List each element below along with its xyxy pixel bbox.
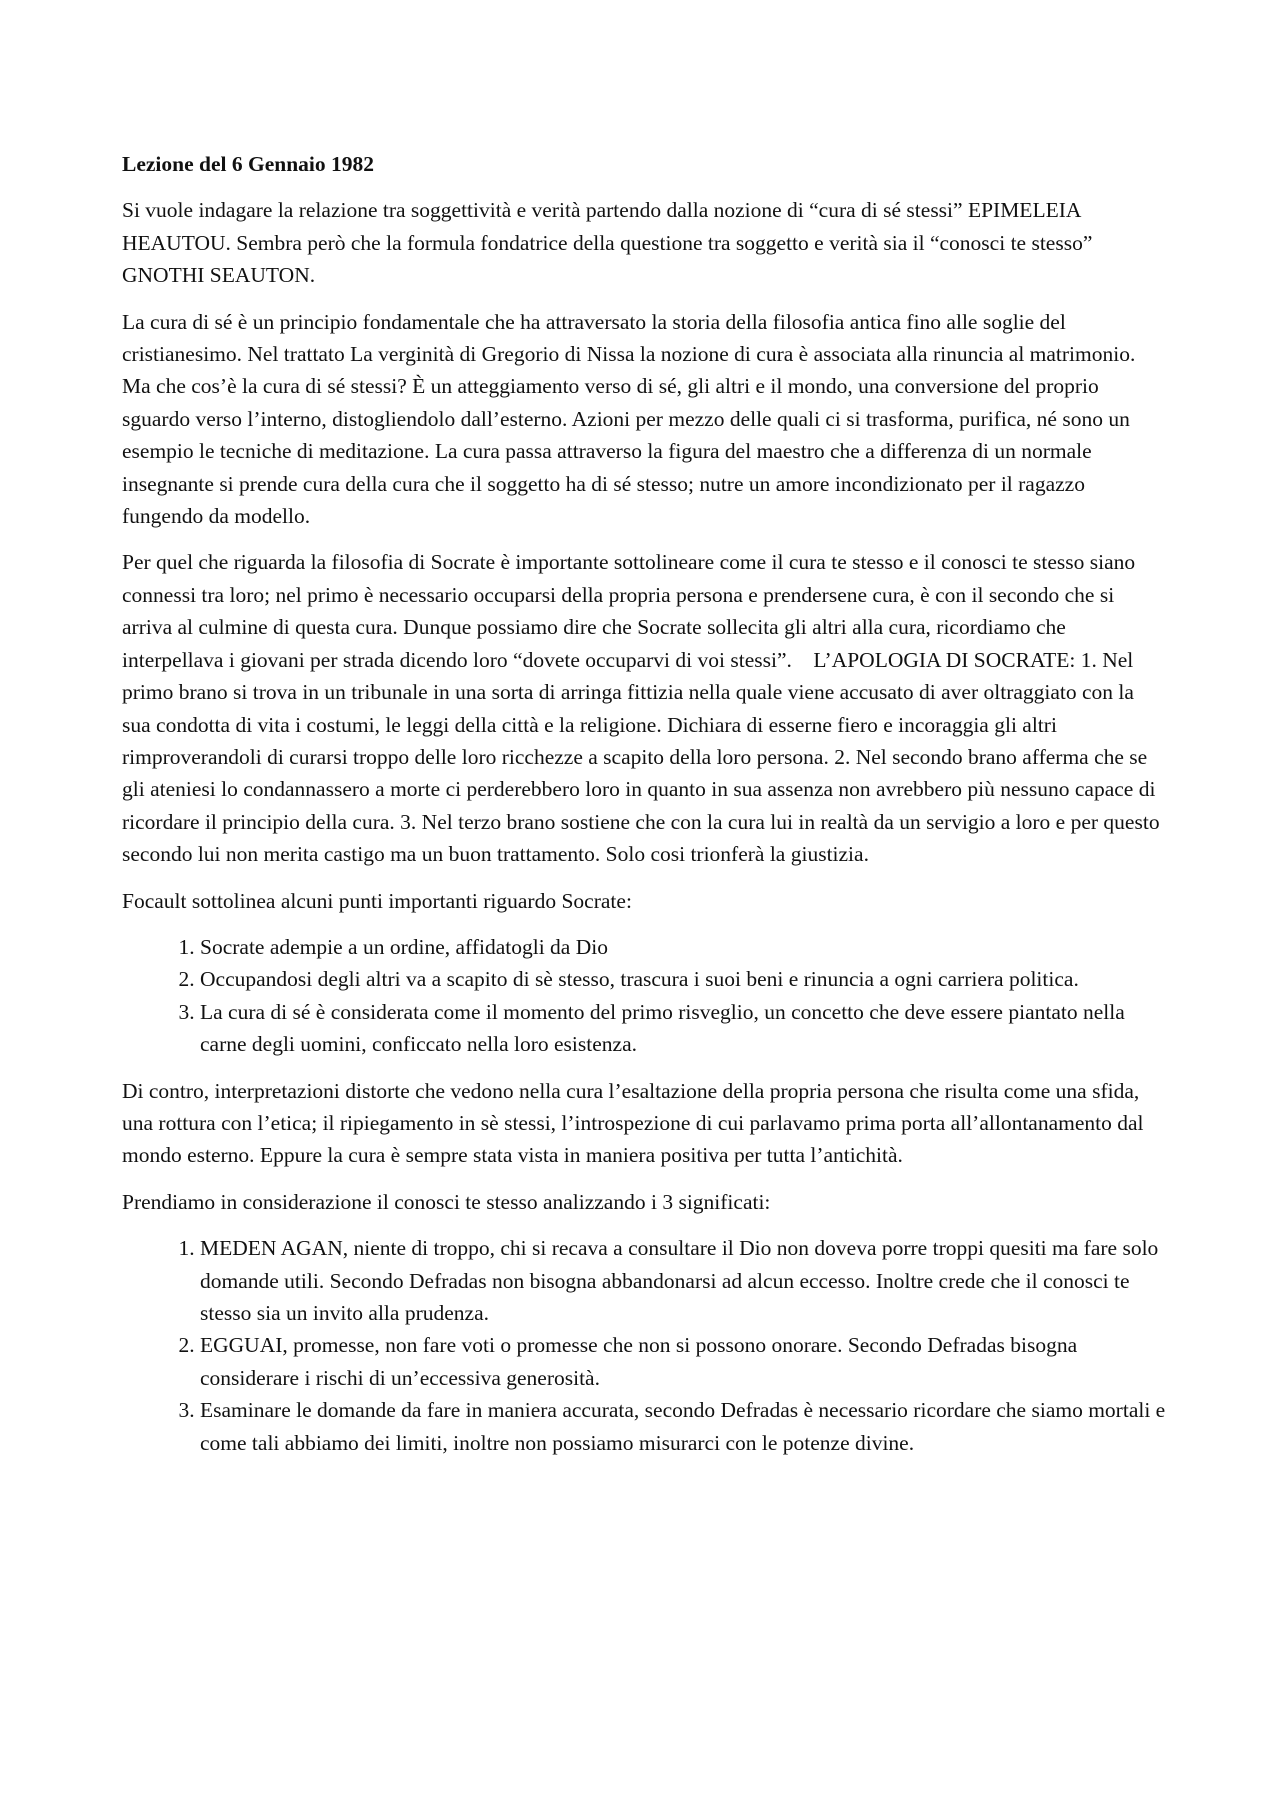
- paragraph-di-contro: Di contro, interpretazioni distorte che vedono nella cura l’esaltazione della propria persona che risulta come una sfida, una rottura con l’etica; il ripiegamento in sè stessi, l’introspezione di cui parlavamo prima porta all’allontanamento dal mondo esterno. Eppure la cura è sempre stata vista in maniera positiva per tutta l’antichità.: [122, 1078, 1144, 1168]
- list-item: 1. MEDEN AGAN, niente di troppo, chi si recava a consultare il Dio non doveva porre troppi quesiti ma fare solo domande utili. Secondo Defradas non bisogna abbandonarsi ad alcun eccesso. Inoltre crede che il conosci te stesso sia un invito alla prudenza.: [200, 1232, 1167, 1329]
- list-significati: [122, 1232, 1167, 1459]
- paragraph-prendiamo: Prendiamo in considerazione il conosci te stesso analizzando i 3 significati:: [122, 1189, 771, 1214]
- document-title: Lezione del 6 Gennaio 1982: [122, 152, 375, 176]
- document-page: [122, 148, 1167, 1473]
- list-item: 2. Occupandosi degli altri va a scapito di sè stesso, trascura i suoi beni e rinuncia a ogni carriera politica.: [200, 963, 1167, 995]
- list-item: 1. Socrate adempie a un ordine, affidatogli da Dio: [200, 931, 1167, 963]
- list-item: 2. EGGUAI, promesse, non fare voti o promesse che non si possono onorare. Secondo Defradas bisogna considerare i rischi di un’eccessiva generosità.: [200, 1329, 1167, 1394]
- paragraph-socrate: Per quel che riguarda la filosofia di Socrate è importante sottolineare come il cura te stesso e il conosci te stesso siano connessi tra loro; nel primo è necessario occuparsi della propria persona e prendersene cura, è con il secondo che si arriva al culmine di questa cura. Dunque possiamo dire che Socrate sollecita gli altri alla cura, ricordiamo che interpellava i giovani per strada dicendo loro “dovete occuparvi di voi stessi”. L’APOLOGIA DI SOCRATE: 1. Nel primo brano si trova in un tribunale in una sorta di arringa fittizia nella quale viene accusato di aver oltraggiato con la sua condotta di vita i costumi, le leggi della città e la religione. Dichiara di esserne fiero e incoraggia gli altri rimproverandoli di curarsi troppo delle loro ricchezze a scapito della loro persona. 2. Nel secondo brano afferma che se gli ateniesi lo condannassero a morte ci perderebbero loro in quanto in sua assenza non avrebbero più nessuno capace di ricordare il principio della cura. 3. Nel terzo brano sostiene che con la cura lui in realtà da un servigio a loro e per questo secondo lui non merita castigo ma un buon trattamento. Solo cosi trionferà la giustizia.: [122, 550, 1165, 867]
- paragraph-focault: Focault sottolinea alcuni punti importanti riguardo Socrate:: [122, 888, 632, 913]
- list-item: 3. La cura di sé è considerata come il momento del primo risveglio, un concetto che deve essere piantato nella carne degli uomini, conficcato nella loro esistenza.: [200, 996, 1167, 1061]
- paragraph-cura-di-se: La cura di sé è un principio fondamentale che ha attraversato la storia della filosofia antica fino alle soglie del cristianesimo. Nel trattato La verginità di Gregorio di Nissa la nozione di cura è associata alla rinuncia al matrimonio. Ma che cos’è la cura di sé stessi? È un atteggiamento verso di sé, gli altri e il mondo, una conversione del proprio sguardo verso l’interno, distogliendolo dall’esterno. Azioni per mezzo delle quali ci si trasforma, purifica, né sono un esempio le tecniche di meditazione. La cura passa attraverso la figura del maestro che a differenza di un normale insegnante si prende cura della cura che il soggetto ha di sé stesso; nutre un amore incondizionato per il ragazzo fungendo da modello.: [122, 309, 1136, 529]
- list-item: 3. Esaminare le domande da fare in maniera accurata, secondo Defradas è necessario ricordare che siamo mortali e come tali abbiamo dei limiti, inoltre non possiamo misurarci con le potenze divine.: [200, 1394, 1167, 1459]
- paragraph-intro: Si vuole indagare la relazione tra soggettività e verità partendo dalla nozione di “cura di sé stessi” EPIMELEIA HEAUTOU. Sembra però che la formula fondatrice della questione tra soggetto e verità sia il “conosci te stesso” GNOTHI SEAUTON.: [122, 198, 1093, 288]
- list-socrate-points: [122, 931, 1167, 1061]
